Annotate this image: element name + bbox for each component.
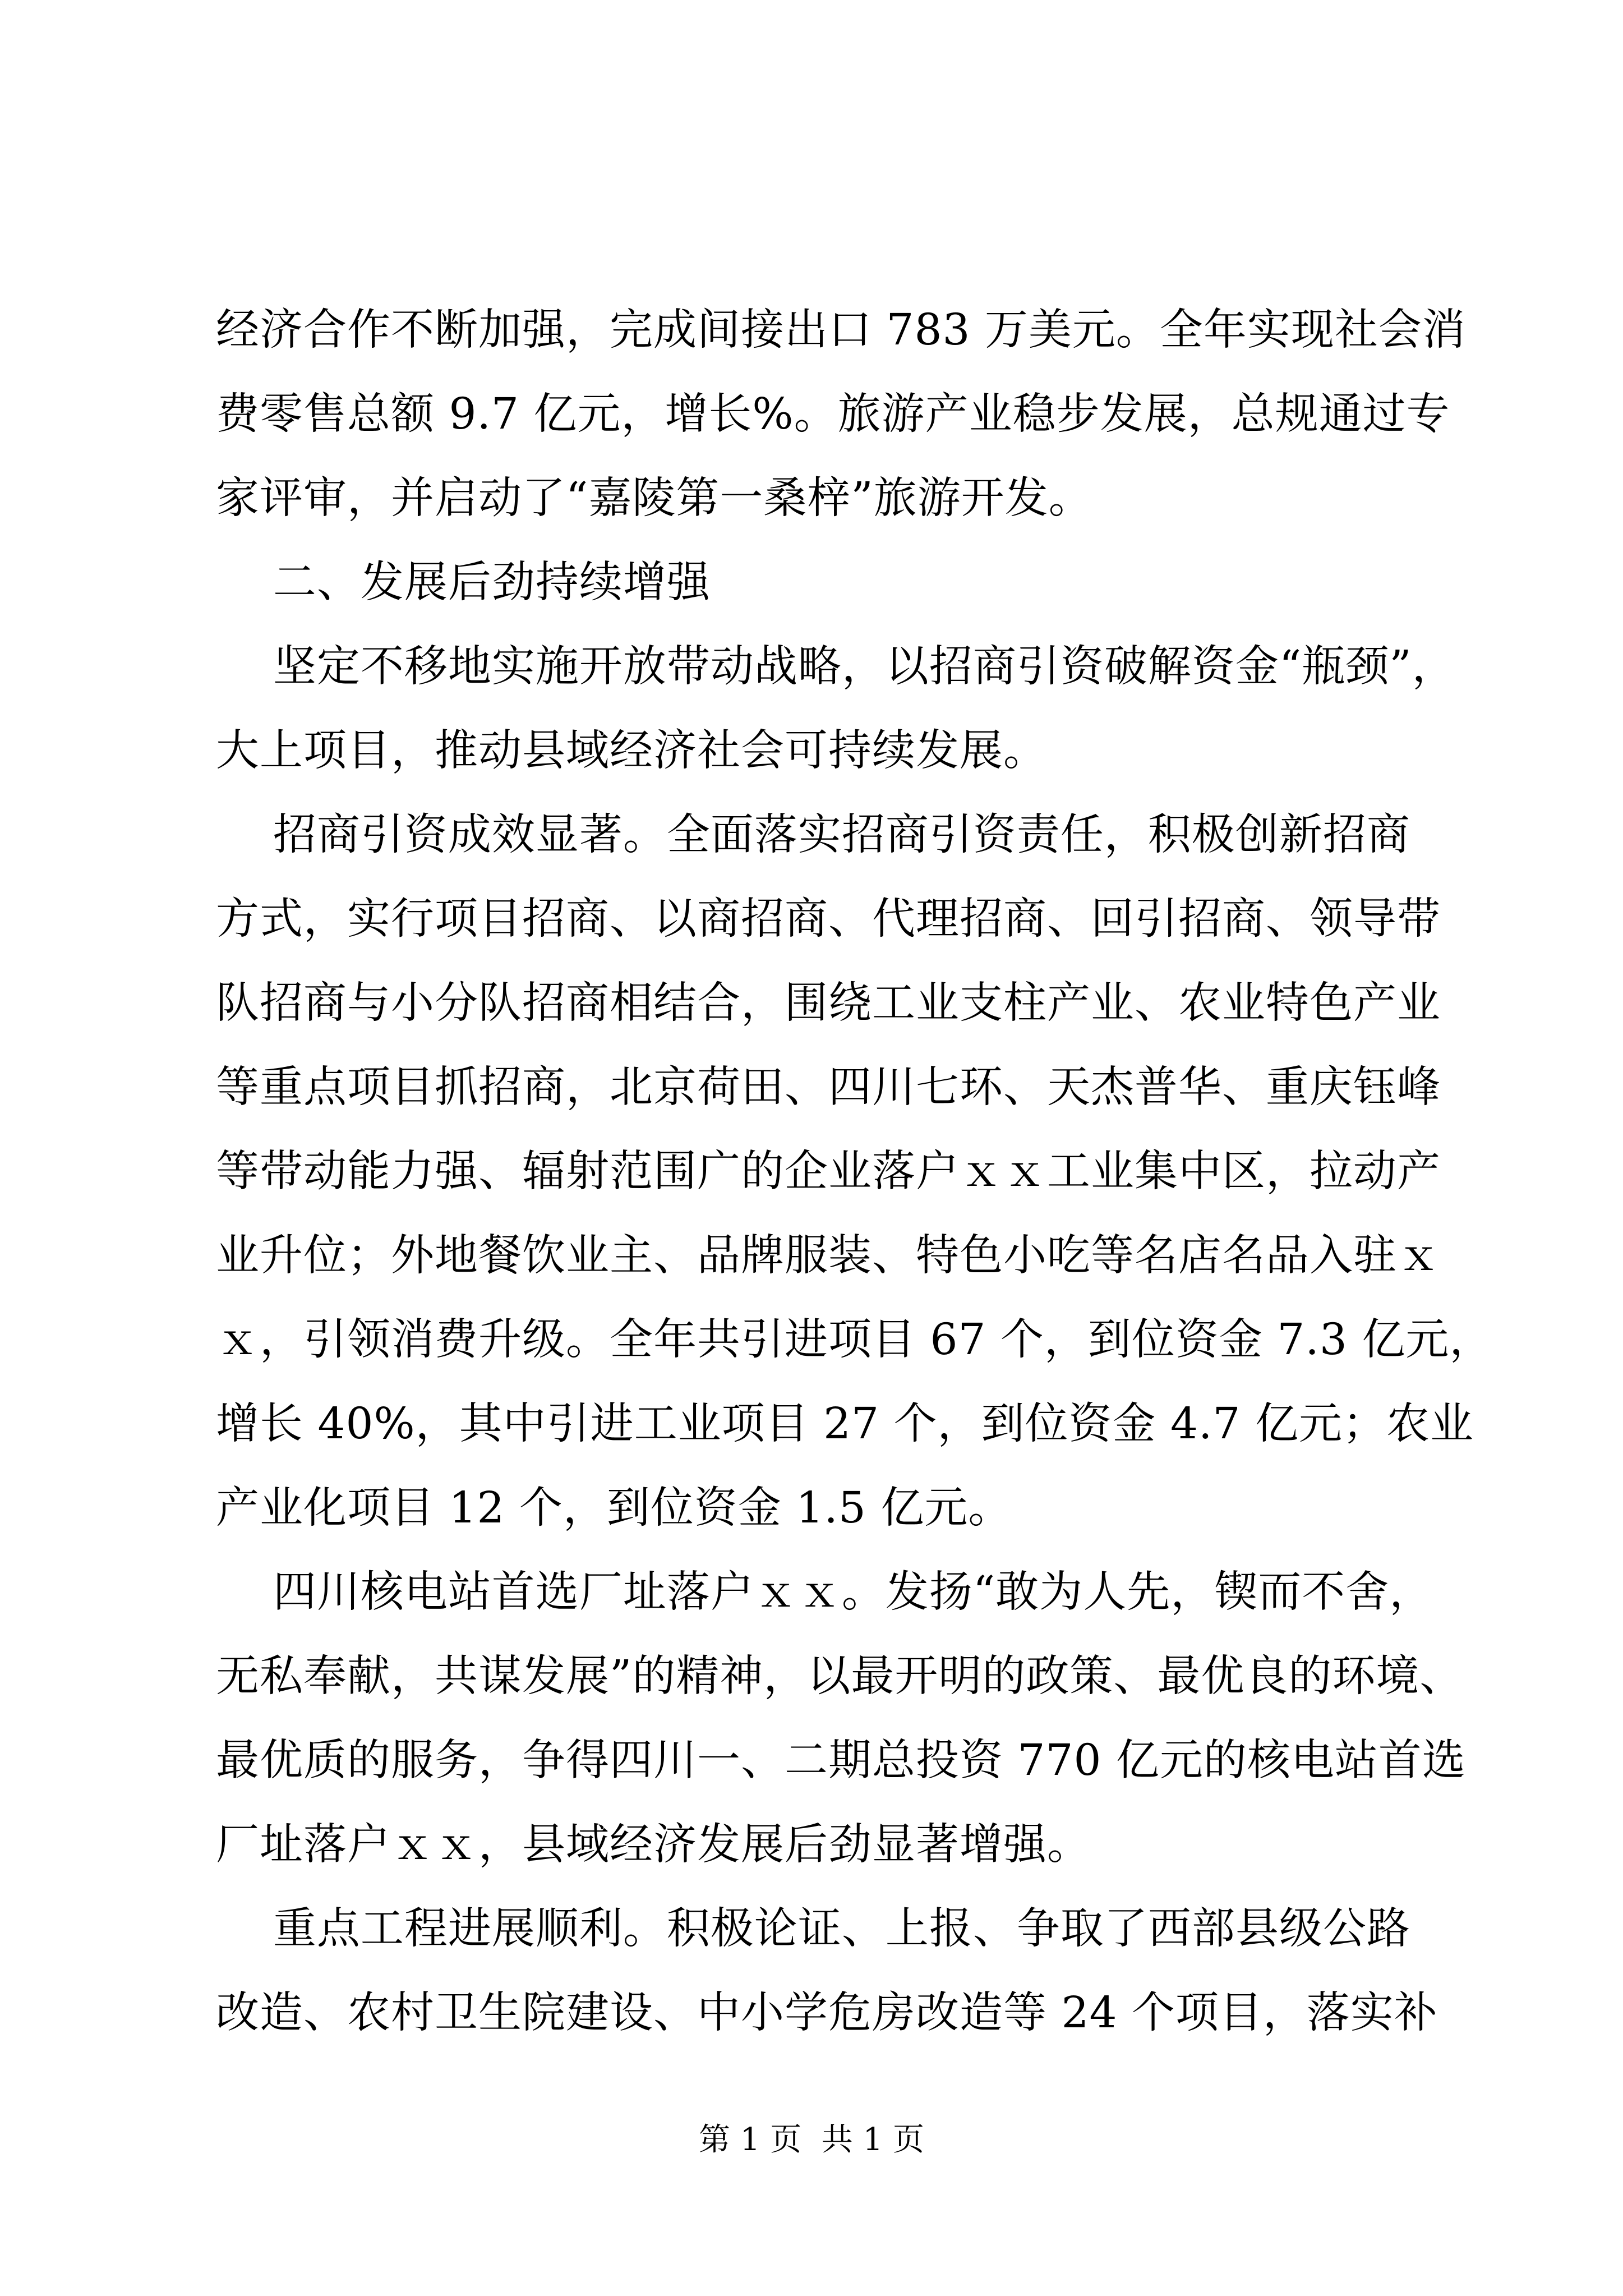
text-line: 队招商与小分队招商相结合，围绕工业支柱产业、农业特色产业 — [216, 978, 1441, 1028]
text-line: 经济合作不断加强，完成间接出口 783 万美元。全年实现社会消 — [216, 305, 1466, 355]
text-line: 四川核电站首选厂址落户ｘｘ。发扬“敢为人先，锲而不舍， — [216, 1567, 1433, 1617]
section-heading: 二、发展后劲持续增强 — [216, 558, 711, 608]
text-line: 增长 40%，其中引进工业项目 27 个，到位资金 4.7 亿元；农业 — [216, 1399, 1474, 1449]
text-line: 业升位；外地餐饮业主、品牌服装、特色小吃等名店名品入驻ｘ — [216, 1231, 1441, 1281]
text-line: 家评审，并启动了“嘉陵第一桑梓”旅游开发。 — [216, 473, 1092, 523]
text-line: 坚定不移地实施开放带动战略，以招商引资破解资金“瓶颈”， — [216, 642, 1456, 692]
text-line: 无私奉献，共谋发展”的精神，以最开明的政策、最优良的环境、 — [216, 1651, 1464, 1701]
page-footer: 第 1 页 共 1 页 — [698, 2122, 925, 2158]
text-line: 最优质的服务，争得四川一、二期总投资 770 亿元的核电站首选 — [216, 1736, 1466, 1786]
text-line: 费零售总额 9.7 亿元，增长%。旅游产业稳步发展，总规通过专 — [216, 389, 1450, 439]
text-line: 重点工程进展顺利。积极论证、上报、争取了西部县级公路 — [216, 1904, 1410, 1954]
text-line: ｘ，引领消费升级。全年共引进项目 67 个，到位资金 7.3 亿元， — [216, 1315, 1493, 1365]
text-line: 等重点项目抓招商，北京荷田、四川七环、天杰普华、重庆钰峰 — [216, 1062, 1441, 1112]
text-line: 方式，实行项目招商、以商招商、代理招商、回引招商、领导带 — [216, 894, 1441, 944]
text-line: 大上项目，推动县域经济社会可持续发展。 — [216, 726, 1047, 776]
text-line: 产业化项目 12 个，到位资金 1.5 亿元。 — [216, 1483, 1012, 1533]
document-body — [216, 288, 1493, 2055]
text-line: 厂址落户ｘｘ，县域经济发展后劲显著增强。 — [216, 1820, 1091, 1870]
text-line: 招商引资成效显著。全面落实招商引资责任，积极创新招商 — [216, 810, 1410, 860]
text-line: 等带动能力强、辐射范围广的企业落户ｘｘ工业集中区，拉动产 — [216, 1147, 1441, 1197]
text-line: 改造、农村卫生院建设、中小学危房改造等 24 个项目，落实补 — [216, 1988, 1438, 2038]
